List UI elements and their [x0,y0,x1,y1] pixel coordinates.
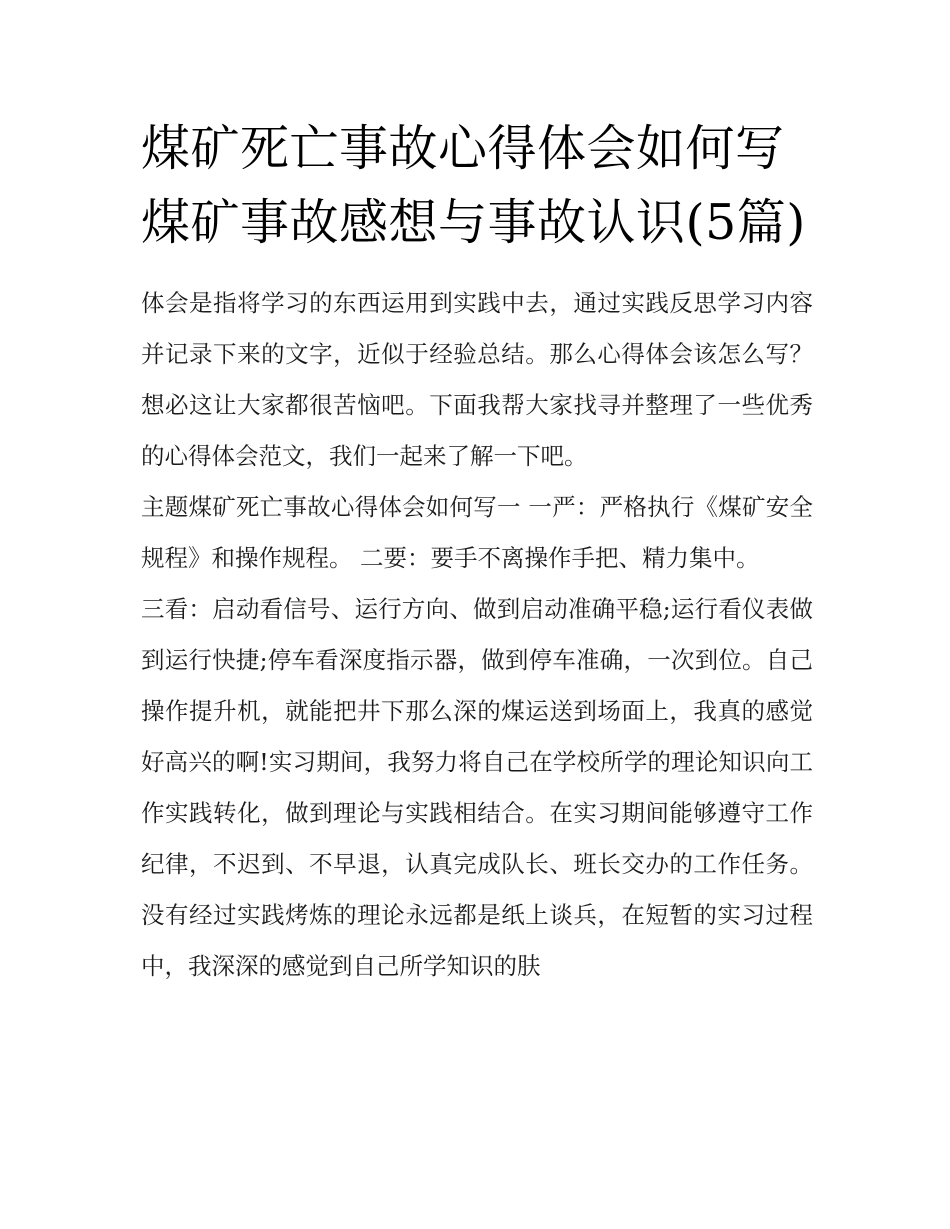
document-title: 煤矿死亡事故心得体会如何写煤矿事故感想与事故认识(5篇) [141,120,806,251]
paragraph-topic-one: 主题煤矿死亡事故心得体会如何写一 一严：严格执行《煤矿安全规程》和操作规程。 二要：要手不离操作手把、精力集中。 [141,493,813,572]
paragraph-intro: 体会是指将学习的东西运用到实践中去，通过实践反思学习内容并记录下来的文字，近似于经验总结。那么心得体会该怎么写？想必这让大家都很苦恼吧。下面我帮大家找寻并整理了一些优秀的心得体会范文，我们一起来了解一下吧。 [141,289,813,470]
document-body [141,112,813,992]
paragraph-internship: 三看：启动看信号、运行方向、做到启动准确平稳;运行看仪表做到运行快捷;停车看深度指示器，做到停车准确，一次到位。自己操作提升机，就能把井下那么深的煤运送到场面上，我真的感觉好高兴的啊!实习期间，我努力将自己在学校所学的理论知识向工作实践转化，做到理论与实践相结合。在实习期间能够遵守工作纪律，不迟到、不早退，认真完成队长、班长交办的工作任务。没有经过实践烤炼的理论永远都是纸上谈兵，在短暂的实习过程中，我深深的感觉到自己所学知识的肤 [141,595,813,980]
